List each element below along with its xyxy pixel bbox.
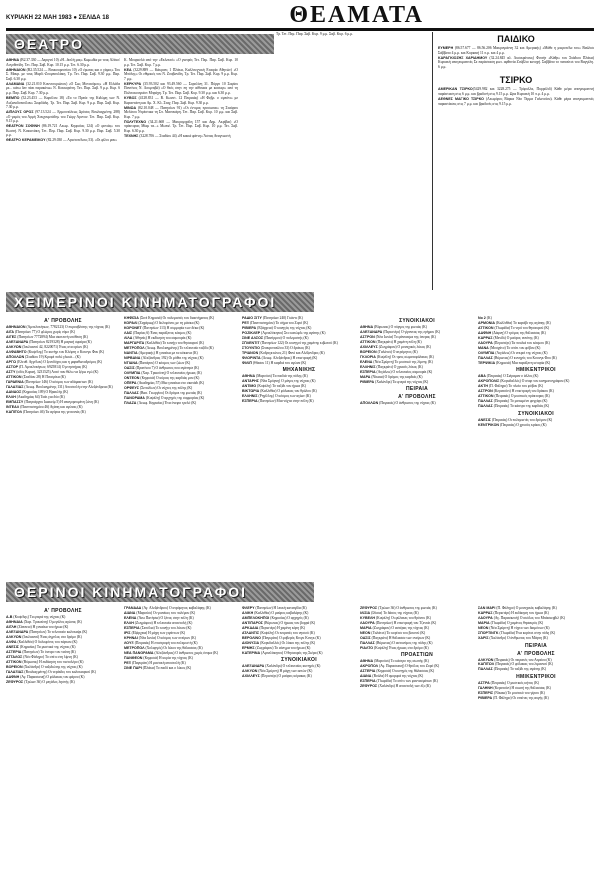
listing-entry: ΕΡΜΗΣ (Ζωγράφου) Το αίνιγμα του ήρωα (Κ) bbox=[242, 645, 311, 650]
winter-column-3 bbox=[242, 316, 356, 578]
listing-entry: ΕΛΛΗΝΙΣ (Ρηγίλλης) Ο κόσμος των αγίων (Κ) bbox=[242, 394, 311, 399]
listing-entry: ΝΕΟΝ (Νέα Σμύρνη) Η νύχτα των δαιμόνων (Κ) bbox=[478, 625, 550, 630]
listing-entry: ΑΘΗΝΑ (Β2.37.330 — Δεριγνύ 10) «Η...διπλή μας» Κωμωδία με τους Αλέκο/Λογοθετίδη. Τετ. Παρ. Σαβ. Κυρ. 10.15 μ.μ. Τετ. 6.30 μ.μ. bbox=[6, 58, 120, 67]
listing-entry: ΑΛΚΥΩΝ (Πειραιάς) Οι πειρατές του Αιγαίου (Κ) bbox=[478, 657, 552, 662]
listing-entry: ΟΛΥΜΠΙΑ (Αιγάλεω) Οι νεκροί της νύχτας (Κ) bbox=[478, 350, 548, 355]
listing-entry: ΛΙΛΑ (Αθηνάς) Η εκδίκηση του σαμουράι (Κ) bbox=[124, 335, 192, 340]
listing-entry: ΠΟΛΥΤΕΧΝΟ (34.21.668 — Μαυρομιχάλη 157 και Δημ. Ακρίβαι) «Ο πράκτορας Μίαμ τα...» Μωπιέ. Τρ. Τετ. Παρ. Σαβ. Κυρ. 10 μ.μ. Τετ. Σαβ. Κυρ. 6.30 μ.μ. bbox=[124, 119, 238, 133]
summer-neighbourhood-heading: ΣΥΝΟΙΚΙΑΚΟΙ bbox=[281, 657, 317, 664]
listing-entry: ΡΙΑΛΤΟ (Κυψέλη) Ένας ήρωας στο δρόμο (Κ) bbox=[360, 645, 429, 650]
listing-entry: ΔΙΠΛΟΥΣ ΟΡΟΣ (97.13.524 — Ερμουπόλεως Δρόσος Βουλιαγμένης 288) «Ο γαμός του Αρμή Χουχουμπάδη» του Γιώργ Αρνιτιν. Τετ. Παρ. Σαβ. Κυρ. 9.15 μ.μ. bbox=[6, 110, 120, 124]
listing-entry: ΚΑΡΑΓΚΙΟΖΗΣ ΧΑΡΙΔΗΜΟΥ (32.24.845 αλ. Λυσικράτους) Φοιτήτ «Κάθρ» του Στάδιου Πλάκα) Κυριακή απογευματινές Σε παράσταση φωτ. αφθονία Ζούβλιο κατοχή. Σαββάτο το παπούτσι του Βαγγέλη. 6 μ.μ. bbox=[438, 55, 594, 69]
listing-entry: ΑΘΗΝΑ (Μαρούσι) Το κάστρο της σιωπής (Κ) bbox=[360, 659, 429, 664]
listing-entry: ΑΣΤΡΑ (Πειραιάς) Ο μυστικός κήπος (Κ) bbox=[478, 681, 539, 686]
newspaper-page bbox=[6, 4, 594, 870]
theatre-column-2 bbox=[124, 58, 238, 290]
listing-entry: ΠΑΛΛΑΣ (Βασ. Γεωργίου) Οι δρόμοι της φωτιάς (Κ) bbox=[124, 390, 202, 395]
listing-entry: ΛΑΟΥΡΑ (Περιστέρι) Τα πουλιά του κόσμου (Κ) bbox=[478, 340, 550, 345]
summer-col4-list bbox=[360, 606, 474, 650]
winter-neighbourhood-heading: ΣΥΝΟΙΚΙΑΚΟΙ bbox=[399, 318, 435, 324]
winter-first-run-list bbox=[6, 325, 120, 414]
listing-entry: ΒΟΡΕΙΟΝ (Χαλάνδρι) Ο ταξιδιώτης της νύχτας (Κ) bbox=[6, 664, 83, 669]
listing-entry: ΑΒΑ (Πειραιάς) Ο Σιέραμαν ο άλλος (Κ) bbox=[478, 374, 539, 379]
listing-entry: ΠΛΑΖΑ (Λεωφ. Κηφισίας) Ένα όνειρο τρελό (Κ) bbox=[124, 400, 197, 405]
listing-entry: ΜΑΡΑ (Νίκαια) Ο δρόμος της καρδιάς (Κ) bbox=[360, 374, 423, 379]
listing-entry: ΓΡΑΝΑΔΑ (Αγ. Αλεξάνδρου) Ο ατρόμητος καβαλάρης (Κ) bbox=[124, 606, 211, 610]
listing-entry: ΑΕΘΝΕΣ ΜΑΓΙΚΟ ΤΣΙΡΚΟ (Λεωφόρος Βάρκα Νέο Τέρμα Γαλατσίου). Κάθε μέρα απογευματινές παραστάσεις στις 7 μ.μ. και βραδινές στις 9.15 μ.μ. bbox=[438, 96, 594, 106]
listing-entry: ΔΑΦΝΗ (Αγ. Παρασκευή) Ο φύλακας του φάρου (Κ) bbox=[6, 674, 85, 679]
listing-entry: ΑΝΤΙΜΟ (Κυψέλη) Το ταξίδι του ήρωα (Κ) bbox=[242, 384, 306, 389]
listing-entry: ΖΕΦΥΡΟΣ (Χαλάνδρι) Η αποστολή των έξι (Κ) bbox=[360, 684, 431, 689]
listing-entry: ΓΑΛΗΝΗ (Κερατσίνι) Η σιωπή της θάλασσας (Κ) bbox=[478, 686, 551, 691]
listing-entry: ΡΑΔΙΟ ΣΙΤΥ (Πατησίων 240) Γκάντι (Κ) bbox=[242, 316, 303, 320]
listing-entry: ΟΛΥΜΠΙΑ (Χαρ. Τρικούπη) Ο τελευταίος ήρωας (Κ) bbox=[124, 370, 202, 375]
listing-entry: ΑΛΦΑΒΗΤΟ (Κυψέλης) Το κυνήγι του Κλέφτη ο Κουνγκ Φου (Κ) bbox=[6, 349, 105, 354]
listing-entry: ΡΕΞ (Παγκράτι) Η μυστική αποστολή (Κ) bbox=[124, 660, 186, 665]
listing-entry: ΑΣΤΥ (οδός Κοραή, 3231525) Αυτό που θέλω να ξέρω εγώ (Κ) bbox=[6, 369, 99, 374]
listing-entry: ΒΟΡΕΙΟΝ (Γαλάτσι) Ο ατρόμητος (Κ) bbox=[360, 349, 418, 354]
summer-piraeus-first-run-heading: Α' ΠΡΟΒΟΛΗΣ bbox=[517, 650, 555, 657]
listing-entry: ΑΛΚΥΩΝ (Ιουλιανού) Ένας άγγελος στο δρόμο (Κ) bbox=[6, 634, 82, 639]
listing-entry: ΡΕΞ (Πανεπιστημίου) Το σήμα του Ζορό (Κ) bbox=[242, 320, 309, 325]
listing-entry: Τρ. Τετ. Πεμ. Παρ. Σαβ. Κυρ. 9 μ.μ. Σαβ. Κυρ. 6 μ.μ. bbox=[276, 32, 354, 36]
listing-entry: ΚΟΡΟΝΕΤ (Πατησίων 113) Η συμμορία των δέκα (Κ) bbox=[124, 325, 205, 330]
winter-suburban-heading: ΣΥΝΟΙΚΙΑΚΟΙ bbox=[518, 410, 554, 417]
winter-column-5 bbox=[478, 316, 594, 578]
listing-entry: ΣΠΛΕΝΤΙΤ (Πατησίων 122) Οι κυνηγοί της χαμένης κιβωτού (Κ) bbox=[242, 340, 338, 345]
summer-column-4 bbox=[360, 606, 474, 868]
listing-entry: ΑΜΠΕΛΟΚΗΠΟΙ (Κηφισίας) Ο αρχηγός (Κ) bbox=[242, 615, 309, 620]
listing-entry: ΔΙΑΝΑ (Βούλα) Η ομορφιά της νύχτας (Κ) bbox=[360, 674, 424, 679]
listing-entry: ΠΑΛΛΑΣ (Βύρωνας) Ο αστυνόμος της πόλης (Κ) bbox=[360, 640, 433, 645]
theatre-column-3 bbox=[276, 32, 426, 62]
listing-entry: ΚΕΝΤΡΙΚΟΝ (Πειραιάς) Ο χρυσός κρίκος (Κ) bbox=[478, 422, 547, 427]
listing-entry: ΑΛΑΜΑΝΑ (32.21.010 Κουντουριώτου) «Ο Σως Μονοσόμος» «Η Ελλάδα με... κάτω δεν πάει παρακάτω» Ν. Κοκκορόπη. Τετ. Παρ. Σαβ. 9 μ.μ. Κυρ. 6 μ.μ. Παρ. Σαβ. Κυρ. 7.30 μ.μ. bbox=[6, 81, 120, 95]
theatre-boxes bbox=[438, 32, 594, 290]
winter-cinemas-banner: ΧΕΙΜΕΡΙΝΟΙ ΚΙΝΗΜΑΤΟΓΡΑΦΟΙ bbox=[6, 292, 314, 312]
summer-first-run-heading: Α' ΠΡΟΒΟΛΗΣ bbox=[44, 608, 82, 614]
listing-entry: ΕΣΠΕΡΙΑ (Σεπόλια) Το κυνήγι του λύκου (Κ) bbox=[124, 625, 192, 630]
listing-entry: ΚΑΤΕΡΙΝΑ (Αμπελόκηποι) Ο θησαυρός της Σιέρα (Κ) bbox=[242, 650, 323, 655]
listing-entry: ΜΕΤΡΟΠΟΛ (Λεωφ. Βουλιαγμένης) Το τελευταίο ταξίδι (Κ) bbox=[124, 345, 214, 350]
children-theatre-list bbox=[438, 46, 594, 69]
listing-entry: ΑΝΕΣΙΣ (Κηφισίας) Τα μυστικά της νύχτας (Κ) bbox=[6, 644, 76, 649]
listing-entry: ΠΑΛΛΑΣ (Πειραιάς) Το ταξίδι της αγάπης (Κ) bbox=[478, 667, 547, 672]
listing-entry: ΓΑΛΑΞΙΑΣ (Βουλιαγμένης) Οι νεράιδες του καλοκαιριού (Κ) bbox=[6, 669, 96, 674]
listing-entry: ΕΜΠΑΣΣΥ (Πατριάρχου Ιωακείμ 5) Η απαγορευμένη ζώνη (Κ) bbox=[6, 399, 99, 404]
listing-entry: ΑΜΕΡΙΚΑΝ ΤΣΙΡΚΟ(5429.982 και 3228.275 — Τρίφυλλα, Πυρρόλιδ) Κάθε μέρα απογευματινή παράσταση στις 6 μ.μ. και βραδινή στις 9.15 μ.μ. Ωρα Κυριακή 10 π.μ. 4 μ.μ. bbox=[438, 87, 594, 96]
listing-entry: ΦΙΛΙΠ (Θάσου 11) Η καρδιά του αγώνα (Κ) bbox=[242, 360, 307, 365]
listing-entry: ΕΣΠΕΡΙΑ (Γλυφάδα) Το σπίτι των φαντασμάτων (Κ) bbox=[360, 679, 438, 684]
listing-entry: ΑΘΗΝΑΙΟΝ (Αμπελοκήπων, 7782123) Ο πυροσβέστης της νύχτας (Κ) bbox=[6, 325, 110, 329]
summer-col3-list bbox=[242, 606, 356, 655]
listing-entry: ΕΣΠΕΡΙΑ (Πατησίων) Μια νύχτα στην πόλη (Κ) bbox=[242, 399, 314, 404]
section-title: ΘΕΑΜΑΤΑ bbox=[289, 2, 424, 28]
listing-entry: ΓΑΡΔΕΝΙΑ (Πατησίων 146) Ο κόσμος των αδάμαστων (Κ) bbox=[6, 379, 93, 384]
winter-central-list bbox=[242, 374, 356, 404]
children-theatre-heading: ΠΑΙΔΙΚΟ bbox=[497, 34, 535, 44]
listing-entry: ΑΛΕΞΑΝΔΡΑ (Πατησίων) Το τελευταίο καλοκαίρι (Κ) bbox=[6, 629, 88, 634]
listing-entry: ΑΘΗΝΑΙΟΝ (Β2.35.524 — Βουκουρεστίου 10) «Ο έρωτας και ο γάμος» Του Σ. Μαυρ. με τους Μαρδ.-Ζουμπουλάκη. Τρ. Τετ. Παρ. Σαβ. 9.30 μ.μ. Παρ. Σαβ. 6.30 μ.μ. bbox=[6, 67, 120, 81]
listing-entry: ΑΣΤΕΡΙΑ (Πατησίων) Το όνειρο του ναύτη (Κ) bbox=[6, 649, 76, 654]
winter-neighbourhood-list bbox=[360, 325, 474, 384]
listing-entry: ΑΣΤΡΟΝ (Νέα Ιωνία) Το φάντασμα της όπερας (Κ) bbox=[360, 334, 436, 339]
issue-date: ΚΥΡΙΑΚΗ 22 ΜΑΗ 1983 ● ΣΕΛΙΔΑ 18 bbox=[6, 15, 109, 21]
listing-entry: ΠΑΛΛΑΣ (Πειραιάς) Το ματωμένο φεγγάρι (Κ) bbox=[478, 399, 548, 404]
summer-piraeus-semicentral-list bbox=[478, 681, 594, 701]
listing-entry: ΟΑΣΙΣ (Παγκράτι) Η θάλασσα των ονείρων (Κ) bbox=[360, 635, 431, 640]
listing-entry: ΑΘΗΝΑ (Βύρωνας) Ο πύργος της φωτιάς (Κ) bbox=[360, 325, 427, 329]
circus-list bbox=[438, 87, 594, 106]
winter-column-4 bbox=[360, 316, 474, 578]
listing-entry: ΕΛΛΗ (Ζωγράφου) Η τελευταία αποστολή (Κ) bbox=[124, 620, 193, 625]
listing-entry: ΚΑΡΡΑΣ (Περιστέρι) Η εκδίκηση του ήρωα (Κ) bbox=[478, 610, 549, 615]
winter-column-2 bbox=[124, 316, 238, 578]
listing-entry: ΔΑΝΑΟΣ (Κηφισίας 109) Ο Ηρακλής (Κ) bbox=[6, 389, 69, 394]
theatre-banner: ΘΕΑΤΡΟ bbox=[6, 34, 274, 54]
listing-entry: ΕΛΛΗΝΙΣ (Παγκράτι) Ο χρυσός λύκος (Κ) bbox=[360, 364, 423, 369]
summer-piraeus-heading: ΠΕΙΡΑΙΑ bbox=[524, 642, 547, 649]
listing-entry: ΑΝΤΙΠΑΡΟΣ (Βύρωνας) Ο ήρωας του βορρά (Κ) bbox=[242, 620, 316, 625]
winter-semicentral-list bbox=[478, 374, 594, 409]
listing-entry: ΕΥΜΕΡΗ (86.57.677 — 86.56.206 Μακρυγιάννη 32 και Αμερικής) «Μάθε η μικροτέλα του» Βαύλισι Σάββατο 4 μ.μ. και Κυριακή 11 π.μ. και 4 μ.μ. bbox=[438, 46, 594, 55]
listing-entry: ΙΡΙΣ (Εξάρχεια) Η μάχη των γιγάντων (Κ) bbox=[124, 630, 186, 635]
listing-entry: ΝΕΟΝ (Γαλάτσι) Το κορίτσι του βουνού (Κ) bbox=[360, 630, 426, 635]
listing-entry: ΚΕΑ (3229.889 — Κάκροπς 1 Πλάκα, Καλλιτεχνική Εταιρία Αθηνών) «Ο Μπόλης» Οι εθιμικές του Ν. Ζουβανίδη. Τρ. Τετ. Παρ. Σαβ. Κυρ. 9 μ.μ. Κυρ. 7 μ.μ. bbox=[124, 67, 238, 81]
listing-entry: ΑΛΕΞΑΝΔΡΑ (Χαλάνδρι) Ο τελευταίος κυνηγός (Κ) bbox=[242, 664, 321, 669]
listing-entry: ΓΑΛΑΞΙΑΣ (Λεωφ. Βουλιαγμένης 131) Αποστολή στην Αλεξάνδρεια (Κ) bbox=[6, 384, 113, 389]
listing-entry: ΙΝΤΕΑΛ (Πανεπιστημίου 46) Αγάπη και αγώνας (Κ) bbox=[6, 404, 83, 409]
listing-entry: ΤΕΧΝΗΣ (3228.706 — Σταδίου 44) «Η κακιά φάτνη» Άσπας Αναγνωστή bbox=[124, 133, 231, 138]
column-rule bbox=[432, 32, 433, 290]
winter-central-heading: ΜΗΧΑΝΙΚΗΣ bbox=[282, 367, 316, 374]
listing-entry: ΓΚΛΟΡΙΑ (Κυψέλη) Οι τρεις σωματοφύλακες (Κ) bbox=[360, 354, 434, 359]
listing-entry: ΖΕΦΥΡΟΣ (Τρώων 36) Ο άνθρωπος της φωτιάς (Κ) bbox=[360, 606, 437, 610]
listing-entry: ΡΟΖΙΚΛΕΡ (Αμπελόκηποι) Στο κατώφλι της αγάπης (Κ) bbox=[242, 330, 326, 335]
listing-entry: ΝΑΝΤΙΑ (Αμερικής) Η γυναίκα με τα κόκκινα (Κ) bbox=[124, 350, 198, 355]
summer-column-3 bbox=[242, 606, 356, 868]
listing-entry: ΑΧΙΛΛΕΥΣ (Ζωγράφου) Ο μοναχικός λύκος (Κ) bbox=[360, 344, 431, 349]
listing-entry: ΑΛΦΑ (Καλλιθέα) Ο δολοφόνος του πάρκου (Κ) bbox=[6, 639, 78, 644]
listing-entry: ΜΑΡΓΑΡΙΤΑ (Καλλιθέα) Το κυνήγι του θησαυρού (Κ) bbox=[124, 340, 204, 345]
listing-entry: ΑΠΟΛΛΩΝ (Σταδίου 19) Κρυφέ πολύ γλυκά... (Κ) bbox=[6, 354, 81, 359]
listing-entry: ΑΙΓΕΣ (Πατησίων 7772894) Μια σκοτεινή υπόθεση (Κ) bbox=[6, 334, 88, 339]
listing-entry: ΚΟΡΑΛΙ (Ζαχάρωφ) Ο δολοφόνος με τη μάσκα (Κ) bbox=[124, 320, 200, 325]
listing-entry: ΑΡΜΟΝΙΑ (Καλλιθέα) Το καράβι της αγάπης (Κ) bbox=[478, 320, 551, 325]
listing-entry: ΑΙΓΛΗ (Ζάππειο) Η γυναίκα του ήρωα (Κ) bbox=[6, 624, 69, 629]
listing-entry: ΣΙΝΕ ΑΛΣΟΣ (Πανόρμου) Ο πολεμιστής (Κ) bbox=[242, 335, 309, 340]
winter-piraeus-list bbox=[360, 401, 474, 406]
masthead bbox=[6, 4, 594, 31]
listing-entry: ΡΙΒΙΕΡΑ (Χαλάνδρι) Τα φτερά της νύχτας (Κ) bbox=[360, 379, 429, 384]
listing-entry: ΑΛΕΞΑΝΔΡΑ (Πατησίων 8219328) Η μαγική σφαίρα (Κ) bbox=[6, 339, 92, 344]
listing-entry: ΕΛΕΝΑ (Άνω Πατήσια) Ο ξένος στην πόλη (Κ) bbox=[124, 615, 194, 620]
circus-heading: ΤΣΙΡΚΟ bbox=[499, 75, 533, 86]
listing-entry: ΔΑΦΝΗ (Δάφνη) Ο τρόμος της θάλασσας (Κ) bbox=[478, 330, 546, 335]
listing-entry: ΕΣΠΕΡΙΑ (Αιγάλεω) Ο τελευταίος σαμουράι (Κ) bbox=[360, 369, 433, 374]
listing-entry: ΜΕΤΡΟΠΟΛ (Χολαργός) Οι λύκοι της θάλασσας (Κ) bbox=[124, 645, 203, 650]
summer-suburban-list bbox=[360, 659, 474, 689]
summer-cinemas-banner: ΘΕΡΙΝΟΙ ΚΙΝΗΜΑΤΟΓΡΑΦΟΙ bbox=[6, 582, 314, 602]
listing-entry: ΝΙΡΒΑΝΑ (Αλεξάνδρας 192) Οι μύθοι της νύχτας (Κ) bbox=[124, 355, 204, 360]
listing-entry: ΑΝΕΣΙΣ (Πειραιάς) Οι πολεμιστές του δρόμου (Κ) bbox=[478, 417, 553, 422]
listing-entry: ΒΙΚΤΩΡΙΑ (Καλλιθέα) Ο φύλακας του θρύλου (Κ) bbox=[242, 389, 317, 394]
listing-entry: ΚΗΦΙΣΙΑ (Σινέ Κηφισιά) Οι πολεμιστές του διαστήματος (Κ) bbox=[124, 316, 215, 320]
listing-entry: ΑΧΙΛΛΕΥΣ (Περιστέρι) Ο μαύρος κόρακας (Κ) bbox=[242, 674, 312, 679]
listing-entry: ΑΤΤΙΚΟΝ (Παγκράτι) Η χαμένη πόλη (Κ) bbox=[360, 339, 422, 344]
listing-entry: ΤΡΙΑΝΟΝ (Κοδριγκτώνος 21) Φανί και Αλέξανδρος (Κ) bbox=[242, 350, 325, 355]
listing-entry: ΕΛΕΝΑ (Νέα Σμύρνη) Το μυστικό της λίμνης (Κ) bbox=[360, 359, 433, 364]
listing-entry: ΑΚΤΗ (Π. Φάληρο) Το πλοίο του φόβου (Κ) bbox=[478, 384, 544, 389]
listing-entry: ΑΡΚΑΔΙΑ (Περιστέρι) Η χαμένη κόρη (Κ) bbox=[242, 625, 305, 630]
summer-column-2 bbox=[124, 606, 238, 868]
listing-entry: ΠΑΛΛΑΣ (Βύρωνας) Ο κυνηγός του Κουνγκ Φου (Κ) bbox=[478, 355, 557, 360]
listing-entry: ΑΤΛΑΝΤΙΣ (Κυψέλη) Οι πειρατές του νησιού (Κ) bbox=[242, 630, 315, 635]
summer-neighbourhood-list bbox=[242, 664, 356, 679]
winter-col5-list bbox=[478, 316, 594, 365]
listing-entry: ΙΛΙΣΙΑ (Ιλίσια) Το δάσος της νύχτας (Κ) bbox=[360, 610, 419, 615]
listing-entry: ΚΥΒΕΛΗ (Κυψέλη) Οι φύλακες του θρόνου (Κ) bbox=[360, 615, 431, 620]
summer-col5-list bbox=[478, 606, 594, 641]
listing-entry: ΜΑΝΑ (Μοσχάτο) Το σπίτι του φόβου (Κ) bbox=[478, 345, 541, 350]
winter-piraeus-heading: ΠΕΙΡΑΙΑ bbox=[405, 386, 428, 393]
summer-first-run-list bbox=[6, 615, 120, 684]
listing-entry: ΚΑΠΙΤΟΛ (Πατησίων 46) Τα αγόρια της γειτονιάς (Κ) bbox=[6, 409, 86, 414]
listing-entry: ΒΕΜΠΟ (52.23.453 — Καρόλου 18) «Τα το Πρεύε της Κιδώμη των Ν. Λυζιανιδοπούλου» Σοφιδάλη. Τρ. Τετ. Παρ. Σαβ. Κυρ. 9 μ.μ. Παρ. Σαβ. Κυρ. 7.30 μ.μ. bbox=[6, 95, 120, 110]
listing-entry: ΔΙΑΝΑ (Μαρούσι) Οι γυναίκες του πολέμου (Κ) bbox=[124, 610, 196, 615]
theatre-column-1 bbox=[6, 58, 120, 290]
listing-entry: ΧΑΡΙΣ (Χαλάνδρι) Ο άνθρωπος του Μάρτη (Κ) bbox=[478, 635, 548, 640]
listing-entry: ΑΤΤΙΚΟΝ (Γλυφάδα) Το νησί του θησαυρού (Κ) bbox=[478, 325, 550, 330]
listing-entry: ΚΡΗΝΑΙ (Νέα Ιωνία) Ο κόσμος των ονείρων (Κ) bbox=[124, 635, 196, 640]
listing-entry: ΟΡΦΕΥΣ (Σεπολίων) Οι νύχτες της πόλης (Κ) bbox=[124, 385, 193, 390]
listing-entry: ΕΣΠΕΡΙΣ (Νίκαια) Το μυστικό του γέρου (Κ) bbox=[478, 691, 545, 696]
listing-entry: ΚΕΡΚΥΡΑ (35.93.502 και 93.49.560 — Σορολίνη 31. Πύργο 10 Σοφίου Παντίνος Ν. Λουμπιβά) «Ο θεός στην πη την αίθουσα με κοσκερ» από τη Πολιτοκουγκέοτ Μπράχη. Τρ. Τετ. Παρ. Σαβ. Κυρ. 9.30 μ.μ. και 6.30 μ.μ. bbox=[124, 81, 238, 95]
summer-piraeus-list bbox=[478, 658, 594, 673]
listing-entry: ΛΑΟΥΡΑ (Πατησίων) Η επιστροφή του Τζεντάι (Κ) bbox=[360, 620, 437, 625]
listing-entry: ΑΛΕΞΑΝΔΡΑ (Περιστέρι) Ο γίγαντας της ερήμου (Κ) bbox=[360, 329, 441, 334]
listing-entry: ΑΘΗΝΑΙΑ (Χαρ. Τρικούπη) Ο μεγάλος αγώνας (Κ) bbox=[6, 619, 82, 624]
listing-entry: ΡΙΒΙΕΡΑ (Εξάρχεια) Ο κυνηγός της νύχτας (Κ) bbox=[242, 325, 312, 330]
listing-entry: ΑΚΡΟΠΟΛΙΣ (Κορυδαλλός) Ο σταρ του κινηματογράφου (Κ) bbox=[478, 379, 570, 384]
listing-entry: ΜΑΡΙΑ (Ζωγράφου) Ο αστέρας της νύχτας (Κ) bbox=[360, 625, 429, 630]
listing-entry: ΛΑΙΣ (Πιερίας 6) Ένας παράξενος κόσμος (Κ) bbox=[124, 330, 192, 335]
listing-entry: ΛΑΟΥΡΑ (Αγ. Παρασκευή) Ο σκύλος του Μπάσκερβιλ (Κ) bbox=[478, 615, 565, 620]
summer-piraeus-semicentral-heading: ΗΜΙΚΕΝΤΡΙΚΟΙ bbox=[516, 674, 556, 681]
listing-entry: ΕΛΛΗ (Ακαδημίας 64) Τσάι για δύο (Κ) bbox=[6, 394, 65, 399]
winter-semicentral-heading: ΗΜΙΚΕΝΤΡΙΚΟΙ bbox=[516, 367, 556, 374]
listing-entry: ΑΙΓΑ (Πατησίων 77) Ο φλώρος χωρίς νόμο (Κ) bbox=[6, 329, 76, 334]
listing-entry: Α-Β (Κυψέλης) Τα φτερά της νύχτας (Κ) bbox=[6, 615, 66, 619]
listing-entry: ΣΑΝ ΜΑΡΙ (Π. Φάληρο) Ο μοναχικός καβαλάρης (Κ) bbox=[478, 606, 557, 610]
listing-entry: ΣΠΟΡΤΙΝΓΚ (Γλυφάδα) Ένα κορίτσι στην πόλη (Κ) bbox=[478, 630, 556, 635]
listing-entry: ΑΛΚΥΩΝ (Ιουλιανού 42, 8220071) Ένας στα ορίων (Κ) bbox=[6, 344, 88, 349]
winter-col3-list bbox=[242, 316, 356, 365]
listing-entry: ΟΑΣΙΣ (Πρατίνου 7) Ο άνθρωπος που αγάπησε (Κ) bbox=[124, 365, 199, 370]
listing-entry: ΑΛΚΥΩΝ (Νέα Σμύρνη) Η μάχη των αετών (Κ) bbox=[242, 669, 313, 674]
listing-entry: ΜΑΡΙΑ (Γλυφάδα) Ο χαμένος θησαυρός (Κ) bbox=[478, 620, 544, 625]
listing-entry: ΚΥΒΟΣ (4128.831 — Β. Κωνστ. 12 Πειραιάς) «Η Φεβρ. ο σμπόνι» με Καραντάνη και Αμ. Χ. Κλ. Σταχ. Παρ. Σαβ. Κυρ. 9.30 μ.μ. bbox=[124, 95, 238, 105]
listing-entry: ΠΑΛΛΑΣ (Πειραιάς) Το κάστρο της καρδιάς (Κ) bbox=[478, 404, 550, 409]
listing-entry: ΦΛΟΡΙΝΤΑ (Λεωφ. Αλεξάνδρας) Η επιστροφή (Κ) bbox=[242, 355, 318, 360]
listing-entry: ΑΣΤΡΟΝ (Κερατσίνι) Η επιστροφή του δράκου (Κ) bbox=[478, 389, 554, 394]
listing-entry: ΚΑΠΙΤΩΛ (Πειραιάς) Ο φύλακας του λιμανιού (Κ) bbox=[478, 662, 553, 667]
listing-entry: Νο 2 (Κ) bbox=[478, 316, 492, 320]
listing-entry: ΠΑΝΟΡΑΜΑ (Κυψέλη) Ο αρχηγός της συμμορίας (Κ) bbox=[124, 395, 205, 400]
listing-entry: ΜΙΝΩΑ (82.10.048 — Πατησίων 91) «Οι έντιμος προσωπαι» τη Σταύρου Μελίπου Ντρέστικα τη Σπ. Μανουάρη. Τετ. Παρ. Σαβ. Κυρ. 10 μ.μ. και Σαβ. Κυρ. 7 μ.μ. bbox=[124, 105, 238, 119]
summer-column-5 bbox=[478, 606, 594, 868]
winter-suburban-list bbox=[478, 418, 594, 428]
listing-entry: ΤΕΡΨΙΚΙΑ (Κηφισιά) Μια παράξενη ιστορία (Κ) bbox=[478, 360, 551, 365]
listing-entry: ΘΕΑΤΡΟ ΚΕΡΑΜΕΙΚΟΥ (82.29.030 — Αριστοτέλους 53). «Οι φίλοι μου» bbox=[6, 138, 117, 143]
winter-column-1 bbox=[6, 316, 120, 578]
listing-entry: ΦΛΕΡΥ (Πατησίων) Η λευκή καταιγίδα (Κ) bbox=[242, 606, 307, 610]
listing-entry: ΣΙΝΕ ΠΑΡΙ (Πλάκα) Το παιδί και ο λύκος (Κ) bbox=[124, 665, 192, 670]
listing-entry: ΑΣΤΕΡΙΑ (Κηφισιά) Ο κυνηγός της θάλασσας (Κ) bbox=[360, 669, 435, 674]
winter-first-run-heading: Α' ΠΡΟΒΟΛΗΣ bbox=[44, 318, 82, 324]
winter-piraeus-first-run-heading: Α' ΠΡΟΒΟΛΗΣ bbox=[398, 394, 436, 401]
listing-entry: ΠΑΝΘΕΟΝ (Κηφισιά) Η κυρία της νύχτας (Κ) bbox=[124, 655, 193, 660]
listing-entry: ΑΡΓΩ (Ελευθ. Αγγέλου) Ο ξενοδόχος και η μαραθωνοδρόμος (Κ) bbox=[6, 359, 103, 364]
listing-entry: ΔΙΟΝΥΣΙΑ (Κορυδαλλός) Οι λύκοι της πόλης (Κ) bbox=[242, 640, 316, 645]
listing-entry: ΟΠΕΡΑ (Ακαδημίας 57) Μια γυναίκα στο σκοτάδι (Κ) bbox=[124, 380, 205, 385]
listing-entry: ΑΝΤΑΡΗΣ (Νέα Σμύρνη) Ο μάγος της νύχτας (Κ) bbox=[242, 379, 316, 384]
listing-entry: ΒΕΡΟΛΙΝΟ (Παγκράτι) Ο φοβερός Κινγκ Κονγκ (Κ) bbox=[242, 635, 321, 640]
listing-entry: ΑΤΤΙΚΟΝ (Βύρωνας) Η εκδίκηση του πιστολέρο (Κ) bbox=[6, 659, 84, 664]
listing-entry: ΝΤΙΑΝΑ (Παπάγου) Ο κόσμος των ζώων (Κ) bbox=[124, 360, 191, 365]
listing-entry: ΑΘΗΝΑ (Μαρούσι) Τα παιδιά της πόλης (Κ) bbox=[242, 374, 308, 379]
listing-entry: ΑΤΤΑΛΟΣ (Νέο Φάληρο) Το σπίτι στη λίμνη (Κ) bbox=[6, 654, 78, 659]
listing-entry: ΑΤΤΙΚΟΝ (Σταδίου 28) Η Πιτσιρίκα (Κ) bbox=[6, 374, 66, 379]
listing-entry: Κ. Μουρσελά από την «Εκλεκτό» «Ο γιατρός Τετ. Πεμ. Παρ. Σαβ. Κυρ. 10 μ.μ. Τετ. Σαβ. Κυρ. 7 μ.μ. bbox=[124, 58, 238, 67]
listing-entry: ΑΠΟΛΛΩΝ (Πειραιάς) Ο άνθρωπος της νύχτας (Κ) bbox=[360, 401, 436, 406]
listing-entry: ΟΝΤΕΟΝ (Κηφισιά) Ο κύριος της καρδιάς μου (Κ) bbox=[124, 375, 200, 380]
listing-entry: ΣΤΟΥΝΤΙΟ (Σταυροπούλου 33) Ο δράκος (Κ) bbox=[242, 345, 310, 350]
listing-entry: ΘΕΑΤΡΟΝ ΣΟΦΙΝΗ (86.19.721 Λεωφ. Κηφισίας 124) «Ο φονιάς» του Κωστή. Ν. Κοκκινάκη. Τετ. Πεμ. Παρ. Σαβ. Κυρ. 9.30 μ.μ. Παρ. Σαβ. 5.30 μ.μ. bbox=[6, 124, 120, 138]
listing-entry: ΑΤΤΙΚΟΝ (Πειραιάς) Ο μυστικός πράκτορας (Κ) bbox=[478, 394, 550, 399]
listing-entry: ΛΟΥΞ (Πειραιάς) Η επιστροφή του πολεμιστή (Κ) bbox=[124, 640, 198, 645]
listing-entry: ΖΕΦΥΡΟΣ (Τρώων 36) Ο μεγάλος ληστής (Κ) bbox=[6, 679, 75, 684]
summer-column-1 bbox=[6, 606, 120, 868]
listing-entry: ΑΚΡΟΠΟΛ (Αγ. Παρασκευή) Ο θρύλος του Ζορό (Κ) bbox=[360, 664, 440, 669]
listing-entry: ΝΕΑ ΠΑΝΟΡΑΜΑ (Αλεξάνδρας) Ο άνθρωπος χωρίς όνομα (Κ) bbox=[124, 650, 219, 655]
summer-suburban-heading: ΠΡΟΑΣΤΙΩΝ bbox=[400, 652, 434, 659]
listing-entry: ΑΛΙΚΗ (Καλλιθέα) Ο μαύρος καβαλάρης (Κ) bbox=[242, 610, 309, 615]
listing-entry: ΡΙΒΙΕΡΑ (Π. Φάληρο) Οι ιππότες της αυγής (Κ) bbox=[478, 696, 549, 701]
listing-entry: ΑΣΤΟΡ (Π. Αμπελοκήπων, 6925814) Ο μνηστήρας (Κ) bbox=[6, 364, 87, 369]
listing-entry: ΚΑΡΡΑΣ (Μενίδι) Ο μαύρος ιππότης (Κ) bbox=[478, 335, 539, 340]
